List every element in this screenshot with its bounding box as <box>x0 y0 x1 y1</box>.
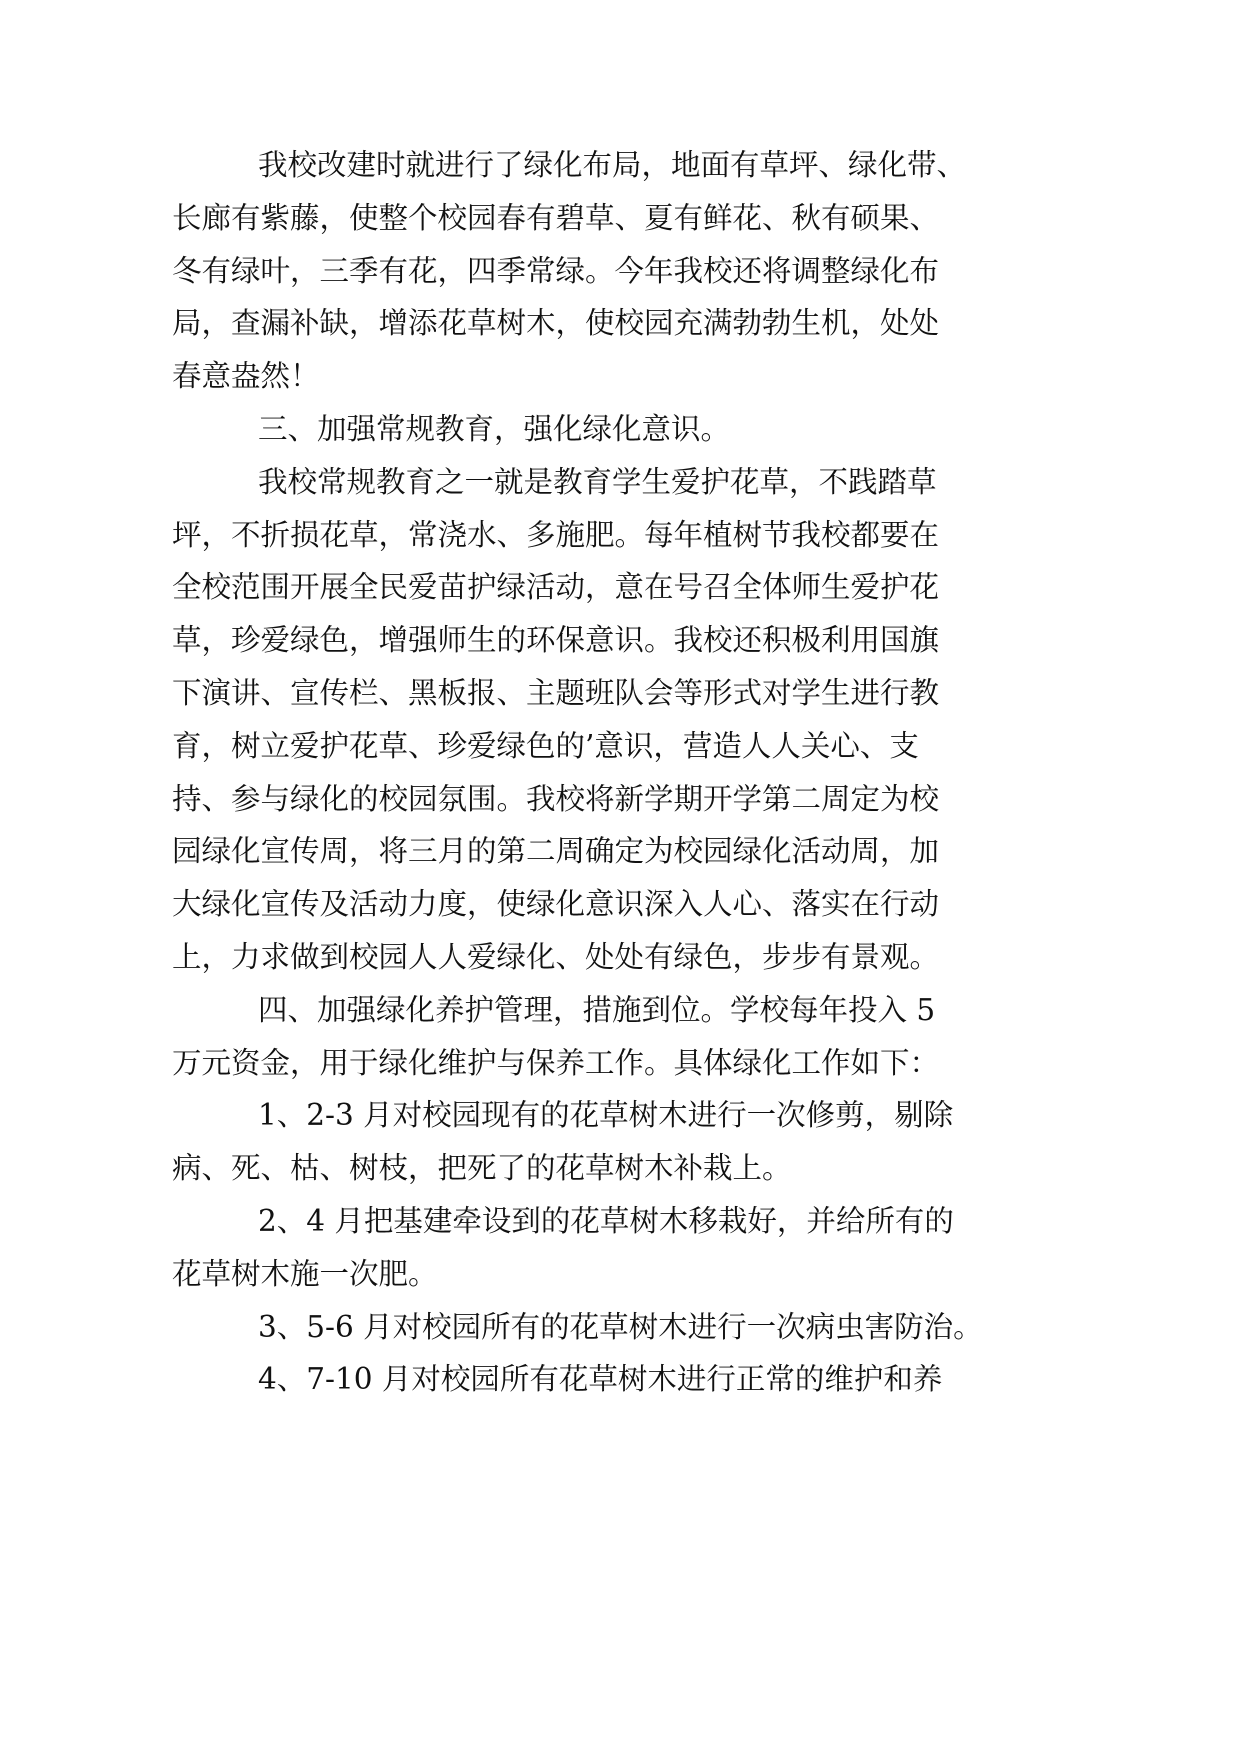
text-line: 长廊有紫藤，使整个校园春有碧草、夏有鲜花、秋有硕果、 <box>172 200 940 235</box>
text-line: 全校范围开展全民爱苗护绿活动，意在号召全体师生爱护花 <box>172 570 940 605</box>
section-heading: 四、加强绿化养护管理，措施到位。学校每年投入 5 <box>258 992 936 1027</box>
text-line: 育，树立爱护花草、珍爱绿色的’意识，营造人人关心、支 <box>172 728 919 763</box>
text-line: 2、4 月把基建牵设到的花草树木移栽好，并给所有的 <box>258 1203 954 1238</box>
text-line: 万元资金，用于绿化维护与保养工作。具体绿化工作如下： <box>172 1045 940 1080</box>
text-line: 局，查漏补缺，增添花草树木，使校园充满勃勃生机，处处 <box>172 306 940 341</box>
text-line: 持、参与绿化的校园氛围。我校将新学期开学第二周定为校 <box>172 781 940 816</box>
list-item-3 <box>172 1301 1072 1354</box>
section-heading: 三、加强常规教育，强化绿化意识。 <box>258 411 731 446</box>
list-item-1 <box>172 1089 1072 1195</box>
text-line: 春意盎然！ <box>172 359 320 394</box>
text-line: 上，力求做到校园人人爱绿化、处处有绿色，步步有景观。 <box>172 939 940 974</box>
document-body <box>172 139 1072 1406</box>
text-line: 下演讲、宣传栏、黑板报、主题班队会等形式对学生进行教 <box>172 675 940 710</box>
text-line: 坪，不折损花草，常浇水、多施肥。每年植树节我校都要在 <box>172 517 940 552</box>
text-line: 草，珍爱绿色，增强师生的环保意识。我校还积极利用国旗 <box>172 623 940 658</box>
section-heading-three <box>172 403 1072 456</box>
text-line: 3、5-6 月对校园所有的花草树木进行一次病虫害防治。 <box>258 1309 983 1344</box>
text-line: 1、2-3 月对校园现有的花草树木进行一次修剪，剔除 <box>258 1098 954 1133</box>
list-item-2 <box>172 1195 1072 1301</box>
text-line: 4、7-10 月对校园所有花草树木进行正常的维护和养 <box>258 1362 943 1397</box>
paragraph-greening-layout <box>172 139 1072 403</box>
text-line: 我校改建时就进行了绿化布局，地面有草坪、绿化带、 <box>258 148 967 182</box>
text-line: 冬有绿叶，三季有花，四季常绿。今年我校还将调整绿化布 <box>172 253 940 288</box>
paragraph-routine-education <box>172 456 1072 984</box>
text-line: 病、死、枯、树枝，把死了的花草树木补栽上。 <box>172 1151 792 1186</box>
list-item-4 <box>172 1353 1072 1406</box>
text-line: 花草树木施一次肥。 <box>172 1256 438 1291</box>
paragraph-section-four <box>172 984 1072 1090</box>
text-line: 我校常规教育之一就是教育学生爱护花草，不践踏草 <box>258 464 937 499</box>
text-line: 大绿化宣传及活动力度，使绿化意识深入人心、落实在行动 <box>172 887 940 922</box>
text-line: 园绿化宣传周，将三月的第二周确定为校园绿化活动周，加 <box>172 834 940 869</box>
